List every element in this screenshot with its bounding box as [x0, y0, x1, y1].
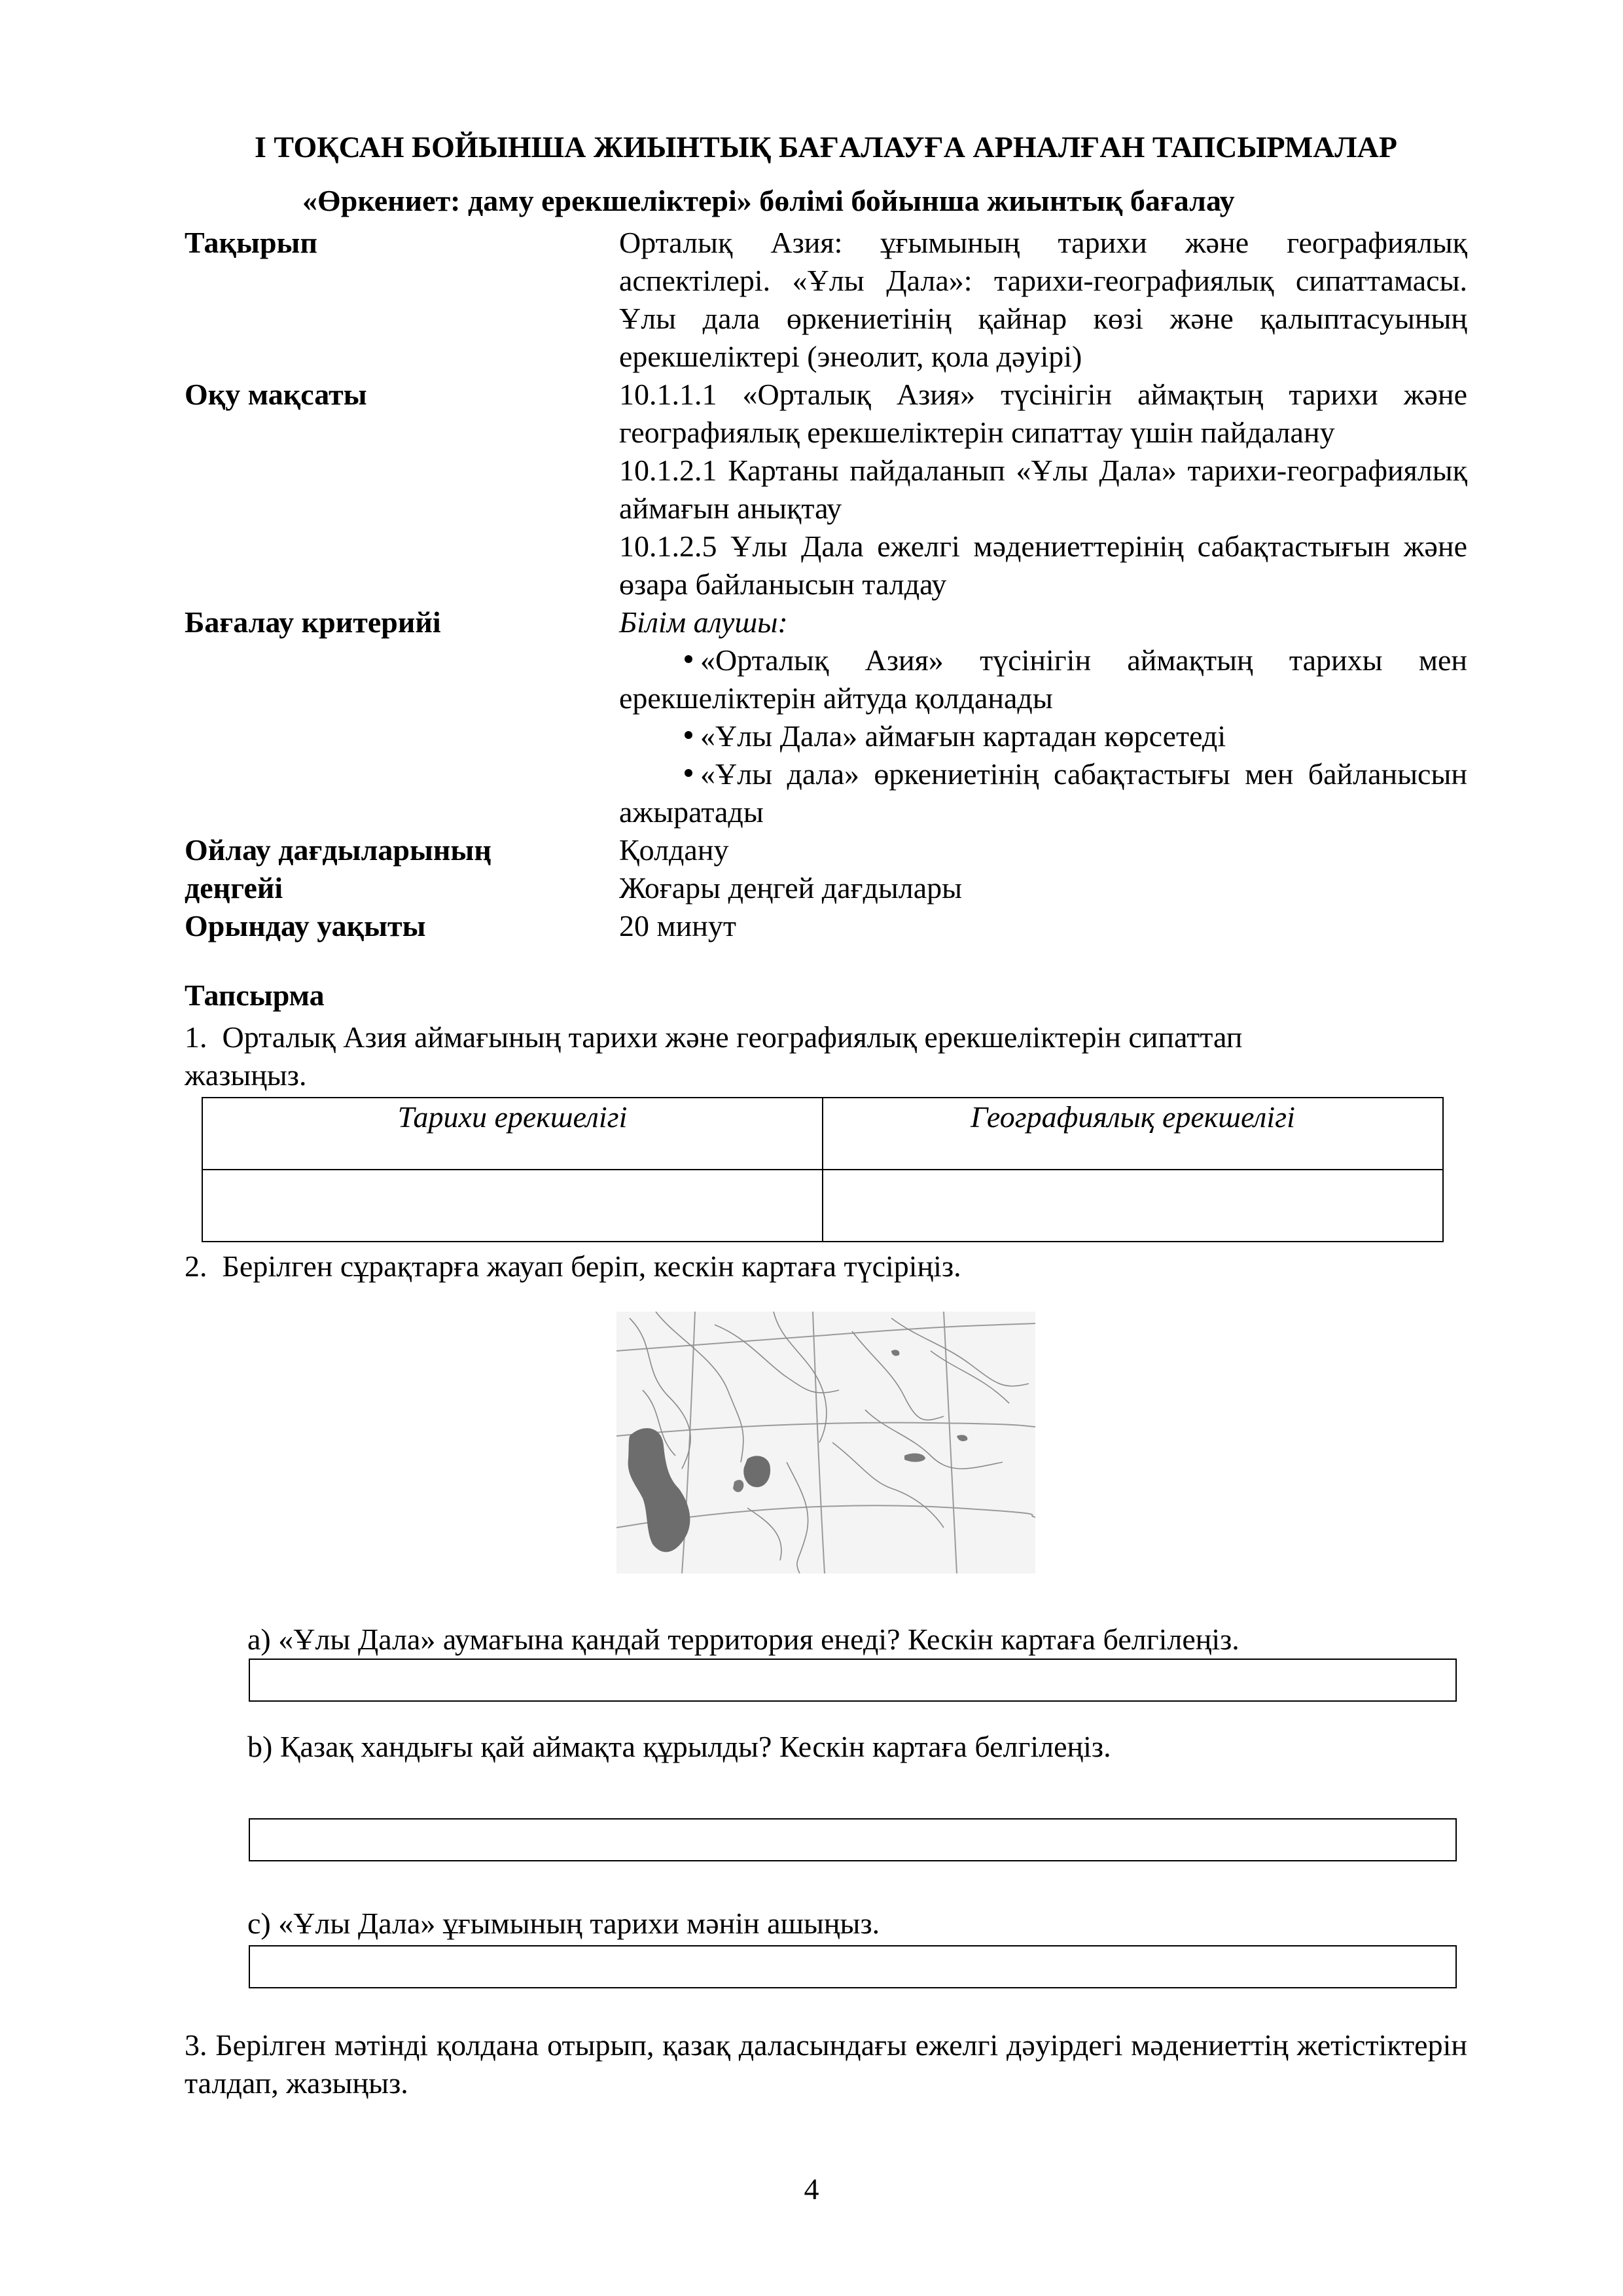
outline-map-svg — [616, 1312, 1035, 1573]
objective-item: 10.1.2.5 Ұлы Дала ежелгі мәдениеттерінің сабақтастығын және өзара байланысын талдау — [619, 529, 1467, 601]
thinking-label: Ойлау дағдыларының деңгейі — [185, 833, 491, 905]
task-1-table — [202, 1097, 1444, 1242]
answer-box-c[interactable] — [249, 1945, 1457, 1988]
thinking-value: Қолдану — [619, 833, 729, 867]
criteria-item — [619, 717, 1467, 755]
table-header-historical: Тарихи ерекшелігі — [202, 1098, 823, 1170]
objective-item: 10.1.2.1 Картаны пайдаланып «Ұлы Дала» тарихи-географиялық аймағын анықтау — [619, 454, 1467, 525]
thinking-values — [619, 831, 1467, 907]
criteria-text: «Ұлы дала» өркениетінің сабақтастығы мен байланысын ажыратады — [619, 757, 1467, 829]
page-number: 4 — [804, 2172, 819, 2206]
objectives-label: Оқу мақсаты — [185, 378, 367, 411]
outline-map-image — [616, 1312, 1035, 1573]
task-1-text: 1. Орталық Азия аймағының тарихи және географиялық ерекшеліктерін сипаттап жазыңыз. — [185, 1020, 1243, 1092]
criteria-intro: Білім алушы: — [619, 605, 788, 639]
question-b: b) Қазақ хандығы қай аймақта құрылды? Кескін картаға белгілеңіз. — [247, 1730, 1111, 1763]
bullet-icon — [685, 655, 692, 663]
thinking-value: Жоғары деңгей дағдылары — [619, 871, 963, 905]
objectives-list — [619, 376, 1467, 603]
question-a: a) «Ұлы Дала» аумағына қандай территория енеді? Кескін картаға белгілеңіз. — [247, 1623, 1240, 1656]
task-2-text: 2. Берілген сұрақтарға жауап беріп, кескін картаға түсіріңіз. — [185, 1249, 961, 1283]
answer-box-b[interactable] — [249, 1818, 1457, 1861]
criteria-item — [619, 755, 1467, 831]
task-3-text: 3. Берілген мәтінді қолдана отырып, қазақ даласындағы ежелгі дәуірдегі мәдениеттің жетістіктерін талдап, жазыңыз. — [185, 2028, 1467, 2100]
bullet-icon — [685, 731, 692, 739]
section-subtitle: «Өркениет: даму ерекшеліктері» бөлімі бойынша жиынтық бағалау — [302, 184, 1235, 217]
time-label: Орындау уақыты — [185, 909, 426, 942]
answer-cell-historical[interactable] — [202, 1170, 823, 1242]
answer-cell-geographical[interactable] — [823, 1170, 1443, 1242]
criteria-label: Бағалау критерийі — [185, 605, 441, 639]
criteria-item — [619, 641, 1467, 717]
topic-label: Тақырып — [185, 226, 317, 259]
criteria-text: «Ұлы Дала» аймағын картадан көрсетеді — [700, 719, 1226, 753]
answer-box-a[interactable] — [249, 1659, 1457, 1702]
objective-item: 10.1.1.1 «Орталық Азия» түсінігін аймақтың тарихи және географиялық ерекшеліктерін сипаттау үшін пайдалану — [619, 378, 1467, 449]
tasks-heading: Тапсырма — [185, 978, 325, 1012]
topic-value: Орталық Азия: ұғымының тарихи және географиялық аспектілері. «Ұлы Дала»: тарихи-географиялық сипаттамасы. Ұлы дала өркениетінің қайнар көзі және қалыптасуының ерекшеліктері (энеолит, қола дәуірі) — [619, 226, 1467, 373]
criteria-list — [619, 603, 1467, 831]
page-title: I ТОҚСАН БОЙЫНША ЖИЫНТЫҚ БАҒАЛАУҒА АРНАЛҒАН ТАПСЫРМАЛАР — [255, 130, 1397, 164]
table-header-geographical: Географиялық ерекшелігі — [823, 1098, 1443, 1170]
question-c: c) «Ұлы Дала» ұғымының тарихи мәнін ашыңыз. — [247, 1907, 880, 1940]
time-value: 20 минут — [619, 909, 736, 942]
bullet-icon — [685, 769, 692, 777]
criteria-text: «Орталық Азия» түсінігін аймақтың тарихы мен ерекшеліктерін айтуда қолданады — [619, 643, 1467, 715]
